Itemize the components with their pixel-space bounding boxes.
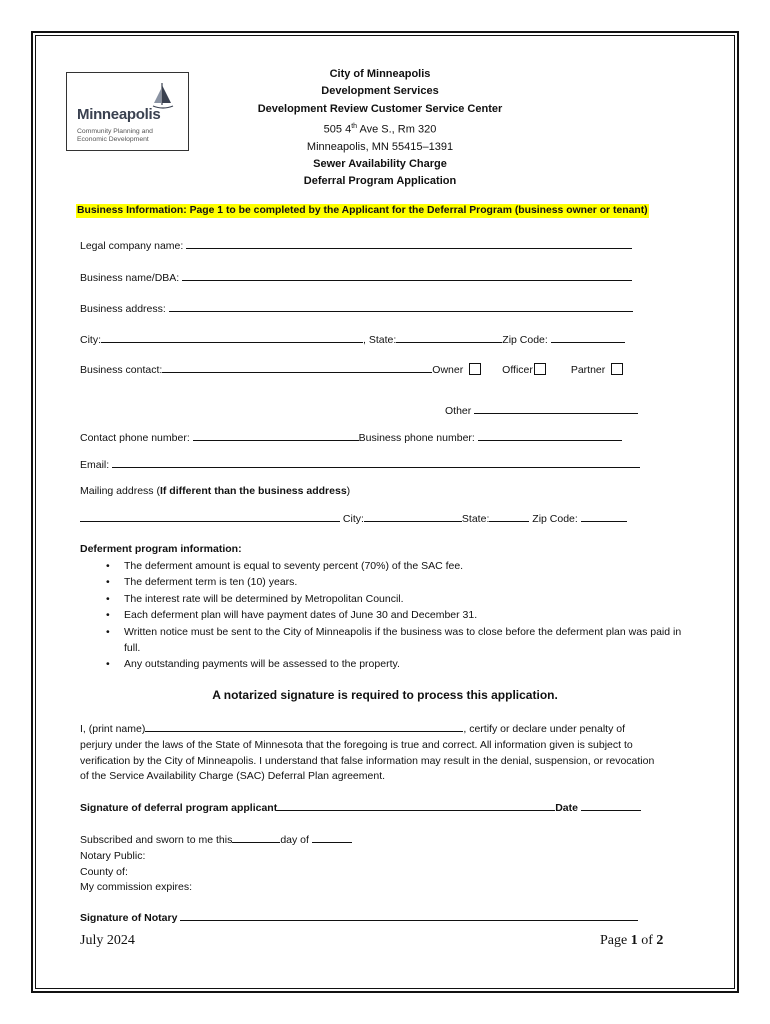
certification-body: of perjury under the laws of the State of Minnesota that the foregoing is true and correct. All information given is subject to verification by the City of Minneapolis. I understand that false information may result in the denial, suspension, or revocation of the Service Availability Charge (SAC) Deferral Plan agreement. bbox=[80, 723, 655, 783]
header-center: Development Review Customer Service Center bbox=[257, 102, 503, 115]
business-contact-field[interactable] bbox=[162, 362, 432, 373]
date-label: Date bbox=[555, 802, 578, 814]
document-header bbox=[190, 66, 570, 191]
business-name-row bbox=[80, 270, 632, 285]
officer-checkbox[interactable] bbox=[534, 363, 546, 375]
mailing-zip-label: Zip Code: bbox=[532, 513, 578, 525]
notary-signature-label: Signature of Notary bbox=[80, 912, 178, 924]
print-name-field[interactable] bbox=[145, 721, 463, 732]
notary-signature-field[interactable] bbox=[180, 910, 638, 921]
list-item: • The deferment term is ten (10) years. bbox=[106, 574, 696, 590]
header-city: City of Minneapolis bbox=[329, 68, 431, 80]
mailing-address-row bbox=[80, 484, 350, 498]
business-info-banner: Business Information: Page 1 to be completed by the Applicant for the Deferral Program (business owner or tenant) bbox=[77, 205, 648, 216]
sworn-label: Subscribed and sworn to me this bbox=[80, 834, 233, 846]
email-row bbox=[80, 457, 640, 472]
zip-label: Zip Code: bbox=[502, 334, 548, 346]
city-label: City: bbox=[80, 334, 101, 346]
sworn-month-field[interactable] bbox=[312, 832, 352, 843]
mailing-address-note: If different than the business address bbox=[159, 485, 347, 497]
notary-block bbox=[80, 832, 352, 896]
owner-label: Owner bbox=[432, 364, 464, 376]
partner-checkbox[interactable] bbox=[611, 363, 623, 375]
applicant-signature-row bbox=[80, 800, 641, 815]
list-item: • The deferment amount is equal to seventy percent (70%) of the SAC fee. bbox=[106, 558, 696, 574]
owner-checkbox[interactable] bbox=[469, 363, 481, 375]
contact-phone-field[interactable] bbox=[193, 430, 359, 441]
email-label: Email: bbox=[80, 459, 110, 471]
city-state-zip-row bbox=[80, 332, 625, 347]
mailing-zip-field[interactable] bbox=[581, 511, 627, 522]
business-contact-row bbox=[80, 362, 623, 377]
list-item: • Written notice must be sent to the City of Minneapolis if the business was to close before the deferment plan was paid in full. bbox=[106, 624, 696, 657]
list-item: • Each deferment plan will have payment dates of June 30 and December 31. bbox=[106, 607, 696, 623]
business-phone-field[interactable] bbox=[478, 430, 622, 441]
certify-text: , certify or declare under penalty bbox=[463, 723, 614, 735]
sworn-day-of-label: day of bbox=[280, 834, 309, 846]
date-field[interactable] bbox=[581, 800, 641, 811]
city-field[interactable] bbox=[101, 332, 363, 343]
header-street: 505 4th Ave S., Rm 320 bbox=[323, 122, 437, 136]
header-charge: Sewer Availability Charge bbox=[313, 158, 447, 171]
header-department: Development Services bbox=[321, 85, 439, 98]
header-citystate: Minneapolis, MN 55415–1391 bbox=[306, 140, 454, 153]
phone-row bbox=[80, 430, 622, 445]
legal-company-field[interactable] bbox=[186, 238, 632, 249]
mailing-city-field[interactable] bbox=[364, 511, 462, 522]
logo-subtext: Community Planning and Economic Development bbox=[77, 128, 153, 143]
other-label: Other bbox=[445, 405, 472, 417]
business-name-field[interactable] bbox=[182, 270, 632, 281]
email-field[interactable] bbox=[112, 457, 640, 468]
mailing-city-row bbox=[80, 511, 627, 526]
county-label: County of: bbox=[80, 865, 128, 878]
business-contact-label: Business contact: bbox=[80, 364, 163, 376]
print-name-label: I, (print name) bbox=[80, 723, 146, 735]
mailing-state-field[interactable] bbox=[489, 511, 529, 522]
other-row bbox=[445, 403, 638, 418]
notary-public-label: Notary Public: bbox=[80, 849, 146, 862]
state-label: , State: bbox=[363, 334, 397, 346]
mailing-state-label: State: bbox=[461, 513, 490, 525]
certification-paragraph bbox=[80, 721, 660, 785]
applicant-signature-label: Signature of deferral program applicant bbox=[80, 802, 278, 814]
deferment-title: Deferment program information: bbox=[80, 543, 242, 555]
logo-wordmark: Minneapolis bbox=[77, 106, 161, 123]
page-number: Page 1 of 2 bbox=[600, 933, 664, 948]
officer-label: Officer bbox=[502, 364, 533, 376]
minneapolis-logo bbox=[66, 72, 189, 151]
mailing-address-label: Mailing address ( bbox=[80, 485, 160, 497]
notary-signature-row bbox=[80, 910, 638, 925]
contact-phone-label: Contact phone number: bbox=[80, 432, 190, 444]
legal-company-label: Legal company name: bbox=[80, 240, 184, 252]
business-name-label: Business name/DBA: bbox=[80, 272, 180, 284]
notarized-notice: A notarized signature is required to process this application. bbox=[212, 688, 558, 702]
document-title: Deferral Program Application bbox=[303, 175, 457, 188]
sworn-row bbox=[80, 832, 352, 849]
partner-label: Partner bbox=[570, 364, 606, 376]
mailing-address-paren: ) bbox=[346, 485, 351, 497]
business-address-label: Business address: bbox=[80, 303, 166, 315]
business-phone-label: Business phone number: bbox=[358, 432, 475, 444]
state-field[interactable] bbox=[396, 332, 502, 343]
business-address-row bbox=[80, 301, 633, 316]
sworn-day-field[interactable] bbox=[232, 832, 280, 843]
deferment-list bbox=[106, 558, 696, 673]
legal-company-row bbox=[80, 238, 632, 253]
zip-field[interactable] bbox=[551, 332, 625, 343]
business-address-field[interactable] bbox=[169, 301, 633, 312]
mailing-city-label: City: bbox=[342, 513, 364, 525]
commission-label: My commission expires: bbox=[80, 881, 193, 894]
mailing-address-field[interactable] bbox=[80, 511, 340, 522]
applicant-signature-field[interactable] bbox=[277, 800, 555, 811]
footer-date: July 2024 bbox=[80, 933, 135, 948]
list-item: • The interest rate will be determined by Metropolitan Council. bbox=[106, 591, 696, 607]
list-item: • Any outstanding payments will be assessed to the property. bbox=[106, 656, 696, 672]
other-field[interactable] bbox=[474, 403, 638, 414]
